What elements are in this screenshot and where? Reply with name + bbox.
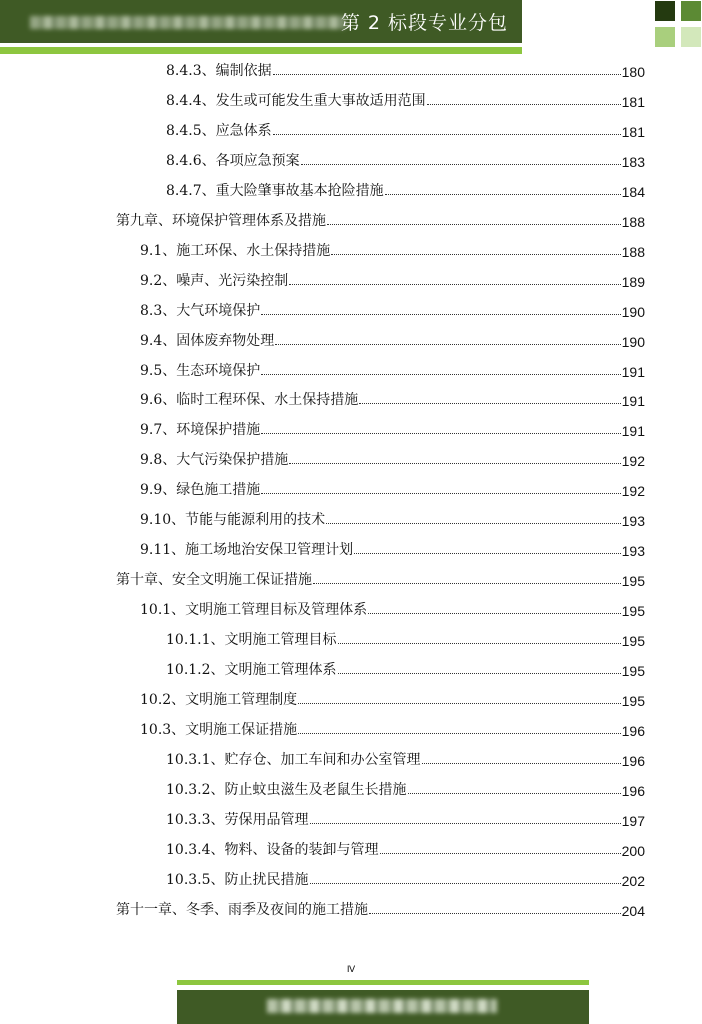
toc-entry[interactable] [166,777,645,799]
toc-entry-title: 第九章、环境保护管理体系及措施 [116,212,326,229]
corner-square-light [655,27,675,47]
toc-entry-page: 195 [621,663,645,679]
toc-leader-dots [289,284,620,285]
toc-leader-dots [273,134,621,135]
toc-entry[interactable] [166,148,645,170]
toc-entry-page: 188 [621,213,645,230]
toc-entry-page: 193 [621,543,645,560]
toc-entry-page: 180 [621,64,645,80]
toc-leader-dots [408,793,621,794]
toc-entry-page: 190 [621,303,645,320]
toc-entry-title: 10.3.3、劳保用品管理 [166,811,309,828]
toc-entry[interactable] [166,627,645,649]
toc-entry-page: 181 [621,93,645,110]
toc-entry-title: 9.7、环境保护措施 [140,422,261,439]
corner-square-dark [655,1,675,21]
toc-entry-title: 10.1.1、文明施工管理目标 [166,632,337,649]
toc-entry[interactable] [166,747,645,769]
toc-leader-dots [354,553,620,554]
toc-entry[interactable] [140,328,645,350]
toc-entry-title: 8.4.4、发生或可能发生重大事故适用范围 [166,92,426,109]
toc-leader-dots [310,823,621,824]
toc-entry-page: 191 [621,423,645,440]
toc-entry[interactable] [140,687,645,709]
toc-entry-page: 183 [621,153,645,170]
toc-entry[interactable] [140,298,645,320]
toc-entry-page: 196 [621,782,645,799]
header-title: 第 2 标段专业分包 [340,12,508,34]
toc-entry-title: 10.3.5、防止扰民措施 [166,871,309,888]
toc-entry-title: 10.3.4、物料、设备的装卸与管理 [166,841,379,858]
toc-leader-dots [313,583,621,584]
toc-entry-page: 188 [621,243,645,260]
toc-leader-dots [369,913,621,914]
toc-leader-dots [298,733,620,734]
toc-entry-title: 9.2、噪声、光污染控制 [140,272,289,289]
toc-entry-title: 8.4.5、应急体系 [166,122,272,139]
page-footer [177,990,589,1024]
toc-entry[interactable] [140,477,645,499]
toc-entry-page: 196 [621,722,645,739]
toc-leader-dots [359,403,620,404]
toc-leader-dots [298,703,620,704]
toc-leader-dots [427,104,621,105]
toc-entry[interactable] [166,178,645,200]
toc-entry-title: 8.4.6、各项应急预案 [166,152,300,169]
toc-entry[interactable] [140,597,645,619]
toc-leader-dots [275,344,620,345]
toc-entry-page: 191 [621,363,645,380]
toc-leader-dots [326,523,620,524]
toc-entry-title: 10.1.2、文明施工管理体系 [166,662,337,678]
toc-entry-page: 184 [621,183,645,200]
toc-entry[interactable] [140,358,645,380]
toc-entry[interactable] [140,417,645,439]
toc-entry[interactable] [166,867,645,889]
toc-leader-dots [380,853,621,854]
blurred-footer-text [267,999,497,1013]
toc-entry-page: 200 [621,842,645,859]
toc-entry[interactable] [166,88,645,110]
toc-entry[interactable] [166,657,645,679]
toc-entry-page: 190 [621,333,645,350]
toc-entry-title: 10.2、文明施工管理制度 [140,691,298,708]
toc-entry-title: 9.4、固体废弃物处理 [140,332,275,349]
toc-leader-dots [261,314,620,315]
toc-entry-title: 第十章、安全文明施工保证措施 [116,572,312,589]
toc-leader-dots [422,763,621,764]
toc-leader-dots [338,643,621,644]
toc-entry[interactable] [140,387,645,409]
toc-entry-title: 9.1、施工环保、水土保持措施 [140,242,331,259]
toc-entry[interactable] [140,268,645,290]
toc-entry[interactable] [116,567,645,589]
toc-leader-dots [273,74,621,75]
toc-leader-dots [331,254,620,255]
toc-leader-dots [338,673,621,674]
toc-entry[interactable] [140,537,645,559]
toc-leader-dots [310,883,621,884]
toc-entry-title: 10.3、文明施工保证措施 [140,721,298,738]
toc-leader-dots [261,374,620,375]
toc-entry-page: 196 [621,752,645,769]
toc-entry-title: 9.5、生态环境保护 [140,362,261,379]
toc-leader-dots [368,613,620,614]
toc-entry-page: 192 [621,453,645,470]
toc-entry-title: 9.8、大气污染保护措施 [140,452,289,469]
toc-leader-dots [289,463,620,464]
toc-entry-page: 195 [621,692,645,709]
toc-entry-page: 195 [621,573,645,590]
toc-entry[interactable] [116,897,645,919]
toc-entry-page: 193 [621,513,645,530]
toc-entry[interactable] [140,238,645,260]
toc-entry-title: 9.11、施工场地治安保卫管理计划 [140,542,354,559]
page-header [0,0,522,43]
corner-square-pale [681,27,701,47]
toc-entry-title: 9.6、临时工程环保、水土保持措施 [140,392,359,409]
toc-leader-dots [385,194,621,195]
toc-entry[interactable] [140,507,645,529]
toc-entry[interactable] [166,118,645,140]
page-number: Ⅳ [346,965,356,975]
toc-entry-title: 10.1、文明施工管理目标及管理体系 [140,602,368,619]
toc-entry[interactable] [166,837,645,859]
toc-entry-title: 9.10、节能与能源利用的技术 [140,512,326,529]
toc-leader-dots [327,224,621,225]
toc-entry-page: 195 [621,603,645,620]
toc-entry-page: 181 [621,123,645,140]
toc-entry-page: 192 [621,483,645,500]
toc-entry-title: 8.4.7、重大险肇事故基本抢险措施 [166,182,384,199]
header-rule [0,47,522,54]
toc-entry-title: 9.9、绿色施工措施 [140,482,261,499]
blurred-project-name [30,16,345,29]
toc-leader-dots [261,493,620,494]
toc-entry[interactable] [140,717,645,739]
toc-entry[interactable] [166,58,645,80]
toc-entry-title: 第十一章、冬季、雨季及夜间的施工措施 [116,901,368,918]
toc-entry-page: 204 [621,902,645,919]
footer-rule [177,980,589,985]
corner-square-mid [681,1,701,21]
toc-entry-page: 195 [621,633,645,650]
toc-entry[interactable] [140,447,645,469]
toc-entry[interactable] [116,208,645,230]
toc-leader-dots [261,433,620,434]
toc-entry-title: 8.4.3、编制依据 [166,63,272,79]
toc-entry-page: 189 [621,273,645,290]
toc-entry-page: 202 [621,872,645,889]
toc-entry-page: 191 [621,393,645,410]
toc-entry-title: 10.3.2、防止蚊虫滋生及老鼠生长措施 [166,781,407,798]
toc-entry-title: 10.3.1、贮存仓、加工车间和办公室管理 [166,751,421,768]
toc-entry-title: 8.3、大气环境保护 [140,302,261,319]
toc-entry[interactable] [166,807,645,829]
toc-leader-dots [301,164,621,165]
toc-entry-page: 197 [621,812,645,829]
